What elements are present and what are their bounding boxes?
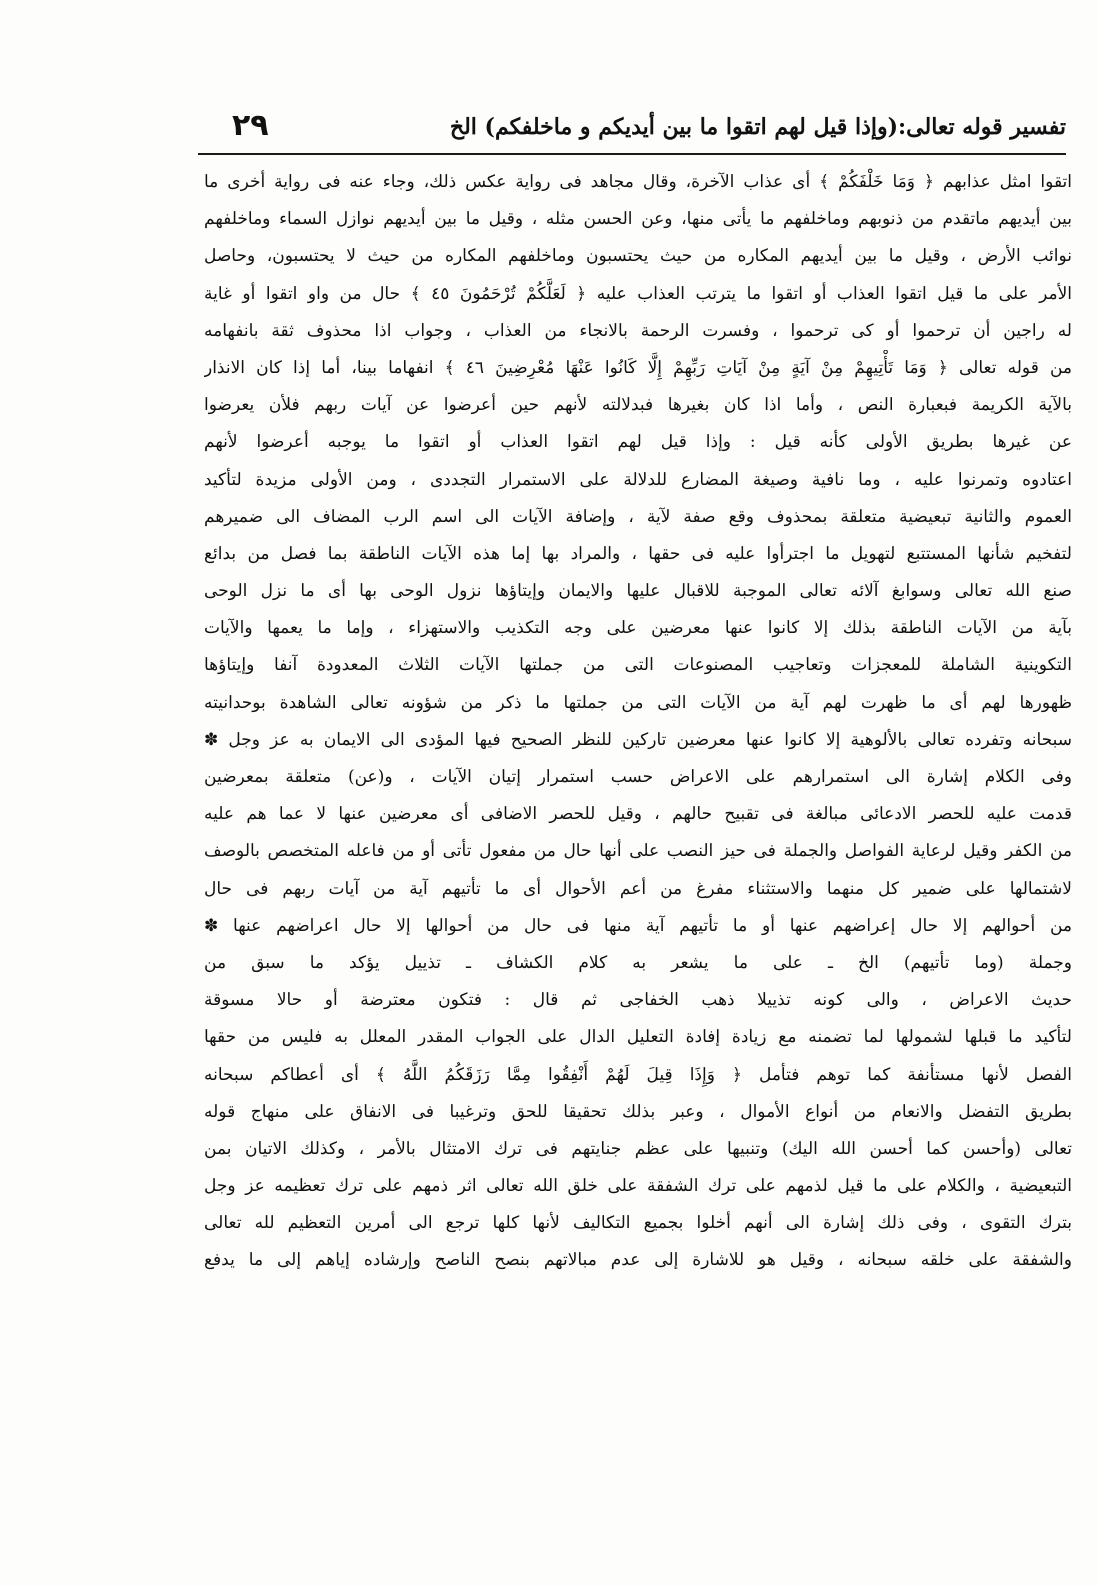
text-line: ظهورها لهم أى ما ظهرت لهم آية من الآيات التى من جملتها ما ذكر من شؤونه تعالى الشاهدة بوحدانيته: [204, 692, 1072, 713]
text-line: قدمت عليه للحصر الادعائى مبالغة فى تقبيح حالهم ، وقيل للحصر الاضافى أى معرضين عنها لا عما هم عليه: [204, 804, 1072, 825]
text-line: التكوينية الشاملة للمعجزات وتعاجيب المصنوعات التى من جملتها الآيات الثلاث المعدودة آنفا وإيتاؤها: [204, 655, 1072, 676]
text-line: بطريق التفضل والانعام من أنواع الأموال ، وعبر بذلك تحقيقا للحق وترغيبا فى الانفاق على منهاج قوله: [204, 1101, 1072, 1122]
text-line: نوائب الأرض ، وقيل ما بين أيديهم المكاره من حيث يحتسبون وماخلفهم المكاره من حيث لا يحتسبون، وحاصل: [204, 246, 1072, 267]
text-line: الأمر على ما قيل اتقوا العذاب أو اتقوا ما يترتب العذاب عليه ﴿ لَعَلَّكُمْ تُرْحَمُونَ ٤٥ ﴾ حال من واو اتقوا أو غاية: [204, 283, 1072, 304]
text-line: اتقوا امثل عذابهم ﴿ وَمَا خَلْفَكُمْ ﴾ أى عذاب الآخرة، وقال مجاهد فى رواية عكس ذلك، وجاء عنه فى رواية أخرى ما: [204, 172, 1072, 192]
text-line: وجملة (وما تأتيهم) الخ ـ على ما يشعر به كلام الكشاف ـ تذييل يؤكد ما سبق من: [204, 952, 1072, 973]
text-line: لتأكيد ما قبلها لشمولها لما تضمنه مع زيادة إفادة التعليل الدال على الجواب المقدر المعلل به فليس من حقها: [204, 1027, 1072, 1048]
text-line: والشفقة على خلقه سبحانه ، وقيل هو للاشارة إلى عدم مبالاتهم بنصح الناصح وإرشاده إياهم إلى ما يدفع: [204, 1250, 1072, 1271]
page-header: [198, 108, 1066, 152]
text-line: لاشتمالها على ضمير كل منهما والاستثناء مفرغ من أعم الأحوال أى ما تأتيهم آية من آيات ربهم فى حال: [204, 878, 1072, 899]
page-number: ٢٩: [232, 108, 269, 143]
text-line: من أحوالهم إلا حال إعراضهم عنها أو ما تأتيهم آية منها فى حال من أحوالها إلا حال اعراضهم عنها ✽: [204, 915, 1072, 936]
text-line: وفى الكلام إشارة الى استمرارهم على الاعراض حسب استمرار إتيان الآيات ، و(عن) متعلقة بمعرضين: [204, 767, 1072, 787]
body-text: [204, 164, 1072, 1494]
text-line: التبعيضية ، والكلام على ما قيل لذمهم على ترك الشفقة على خلق الله تعالى اثر ذمهم على ترك تعظيمه عز وجل: [204, 1176, 1072, 1197]
running-title: تفسير قوله تعالى:(وإذا قيل لهم اتقوا ما بين أيديكم و ماخلفكم) الخ: [449, 114, 1066, 140]
text-line: تعالى (وأحسن كما أحسن الله اليك) وتنبيها على عظم جنايتهم فى ترك الامتثال بالأمر ، وكذلك الاتيان بمن: [204, 1138, 1072, 1159]
text-line: بترك التقوى ، وفى ذلك إشارة الى أنهم أخلوا بجميع التكاليف لأنها كلها ترجع الى أمرين التعظيم لله تعالى: [204, 1213, 1072, 1234]
text-line: الفصل لأنها مستأنفة كما توهم فتأمل ﴿ وَإِذَا قِيلَ لَهُمْ أَنْفِقُوا مِمَّا رَزَقَكُمُ اللَّهُ ﴾ أى أعطاكم سبحانه: [204, 1064, 1072, 1085]
header-divider: [198, 153, 1066, 155]
text-line: حديث الاعراض ، والى كونه تذييلا ذهب الخفاجى ثم قال : فتكون معترضة أو حالا مسوقة: [204, 990, 1072, 1011]
text-line: من قوله تعالى ﴿ وَمَا تَأْتِيهِمْ مِنْ آيَةٍ مِنْ آيَاتِ رَبِّهِمْ إِلَّا كَانُوا عَنْهَا مُعْرِضِينَ ٤٦ ﴾ انفهاما بينا، أما إذا كان الانذار: [204, 357, 1072, 378]
text-line: لتفخيم شأنها المستتبع لتهويل ما اجترأوا عليه فى حقها ، والمراد بها إما هذه الآيات الناطقة بما فصل من بدائع: [204, 543, 1072, 564]
text-line: له راجين أن ترحموا أو كى ترحموا ، وفسرت الرحمة بالانجاء من العذاب ، وجواب اذا محذوف ثقة بانفهامه: [204, 320, 1072, 341]
text-line: عن غيرها بطريق الأولى كأنه قيل : وإذا قيل لهم اتقوا العذاب أو اتقوا ما يوجبه أعرضوا لأنهم: [204, 432, 1072, 453]
text-line: بآية من الآيات الناطقة بذلك إلا كانوا عنها معرضين على وجه التكذيب والاستهزاء ، وإما ما يعمها والآيات: [204, 618, 1072, 639]
text-line: بين أيديهم ماتقدم من ذنوبهم وماخلفهم ما يأتى منها، وعن الحسن مثله ، وقيل ما بين أيديهم نوازل السماء وماخلفهم: [204, 209, 1072, 230]
text-line: سبحانه وتفرده تعالى بالألوهية إلا كانوا عنها معرضين تاركين للنظر الصحيح فيها المؤدى الى الايمان به عز وجل ✽: [204, 729, 1072, 750]
text-line: بالآية الكريمة فبعبارة النص ، وأما اذا كان بغيرها فبدلالته لأنهم حين أعرضوا عن آيات ربهم فلأن يعرضوا: [204, 395, 1072, 416]
text-line: من الكفر وقيل لرعاية الفواصل والجملة فى حيز النصب على أنها حال من مفعول تأتى أو من فاعله المتخصص بالوصف: [204, 841, 1072, 862]
text-line: اعتادوه وتمرنوا عليه ، وما نافية وصيغة المضارع للدلالة على الاستمرار التجددى ، ومن الأولى مزيدة لتأكيد: [204, 469, 1072, 490]
text-line: العموم والثانية تبعيضية متعلقة بمحذوف وقع صفة لآية ، وإضافة الآيات الى اسم الرب المضاف الى ضميرهم: [204, 506, 1072, 527]
text-line: صنع الله تعالى وسوابغ آلائه تعالى الموجبة للاقبال عليها والايمان وإيتاؤها نزول الوحى بها أى ما نزل الوحى: [204, 581, 1072, 602]
